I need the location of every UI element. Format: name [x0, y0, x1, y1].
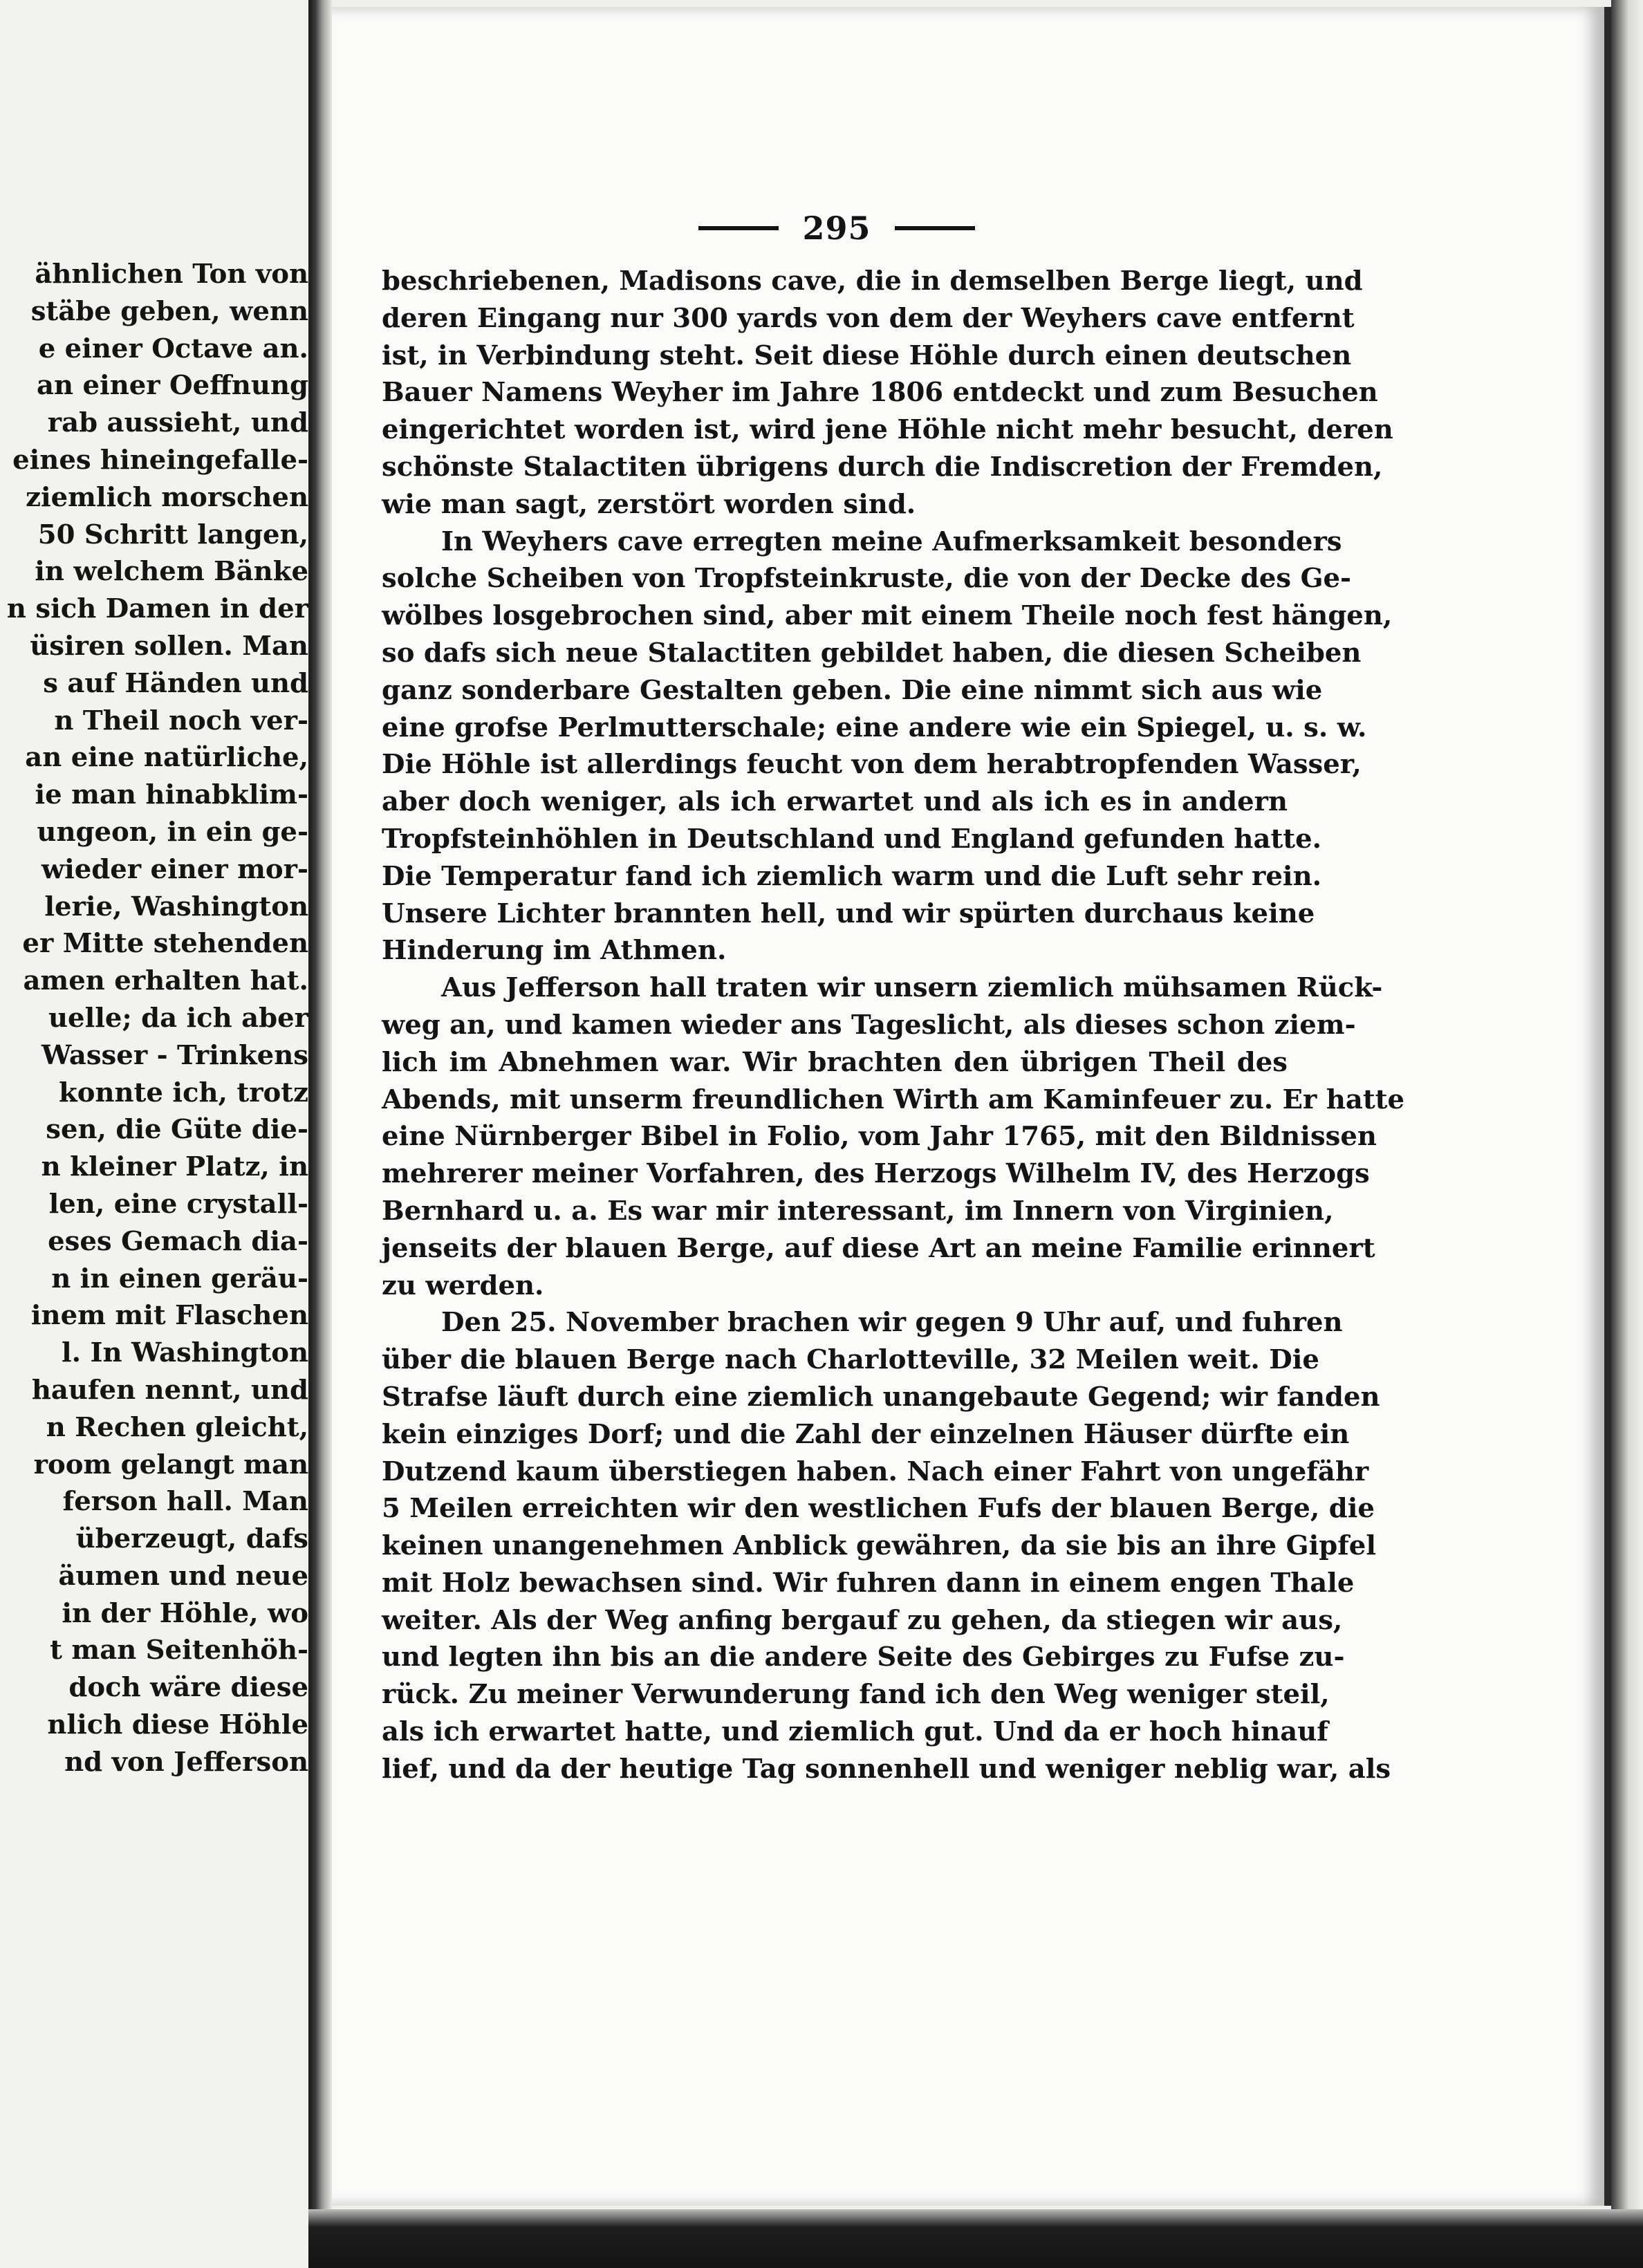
text-line: eine grofse Perlmutterschale; eine andere wie ein Spiegel, u. s. w. — [382, 712, 1367, 743]
text-line: kein einziges Dorf; und die Zahl der einzelnen Häuser dürfte ein — [382, 1418, 1350, 1450]
text-line: Abends, mit unserm freundlichen Wirth am Kaminfeuer zu. Er hatte — [382, 1084, 1405, 1115]
text-line: so dafs sich neue Stalactiten gebildet haben, die diesen Scheiben — [382, 637, 1362, 669]
book-gutter — [308, 0, 332, 2268]
left-text-line: stäbe geben, wenn — [30, 295, 308, 327]
left-text-line: ferson hall. Man — [62, 1486, 308, 1518]
text-line: lich im Abnehmen war. Wir brachten den übrigen Theil des — [382, 1046, 1288, 1078]
text-line: Die Temperatur fand ich ziemlich warm und die Luft sehr rein. — [382, 860, 1322, 892]
text-line: Strafse läuft durch eine ziemlich unangebaute Gegend; wir fanden — [382, 1381, 1380, 1413]
right-page-text — [382, 263, 1405, 1788]
left-text-line: er Mitte stehenden — [22, 928, 308, 960]
left-text-line: in der Höhle, wo — [62, 1597, 308, 1629]
text-line: Aus Jefferson hall traten wir unsern ziemlich mühsamen Rück- — [441, 972, 1383, 1004]
page-number: 295 — [802, 210, 871, 247]
left-text-line: len, eine crystall- — [48, 1188, 308, 1220]
left-text-line: lerie, Washington — [44, 891, 308, 922]
text-line: deren Eingang nur 300 yards von dem der Weyhers cave entfernt — [382, 302, 1355, 334]
text-line: keinen unangenehmen Anblick gewähren, da sie bis an ihre Gipfel — [382, 1530, 1376, 1562]
left-text-line: an eine natürliche, — [25, 742, 308, 774]
text-line: Den 25. November brachen wir gegen 9 Uhr auf, und fuhren — [441, 1307, 1343, 1339]
text-line: Tropfsteinhöhlen in Deutschland und England gefunden hatte. — [382, 823, 1322, 855]
left-text-line: amen erhalten hat. — [23, 965, 308, 997]
left-text-line: ungeon, in ein ge- — [37, 816, 308, 848]
text-line: ist, in Verbindung steht. Seit diese Höhle durch einen deutschen — [382, 340, 1352, 371]
left-text-line: nd von Jefferson — [64, 1746, 308, 1778]
left-text-line: nlich diese Höhle — [47, 1709, 308, 1741]
left-text-line: ähnlichen Ton von — [35, 259, 308, 290]
text-line: solche Scheiben von Tropfsteinkruste, die von der Decke des Ge- — [382, 563, 1352, 595]
left-text-line: 50 Schritt langen, — [37, 519, 308, 550]
left-text-line: room gelangt man — [33, 1449, 308, 1480]
header-rule-right — [895, 226, 975, 230]
text-line: Bernhard u. a. Es war mir interessant, im Innern von Virginien, — [382, 1195, 1334, 1227]
left-text-line: n kleiner Platz, in — [41, 1151, 308, 1183]
text-line: rück. Zu meiner Verwunderung fand ich den Weg weniger steil, — [382, 1679, 1330, 1711]
text-line: und legten ihn bis an die andere Seite des Gebirges zu Fufse zu- — [382, 1642, 1345, 1673]
text-line: zu werden. — [382, 1270, 544, 1301]
text-line: eine Nürnberger Bibel in Folio, vom Jahr 1765, mit den Bildnissen — [382, 1121, 1377, 1153]
page-header — [698, 207, 975, 249]
left-text-line: äumen und neue — [58, 1560, 308, 1592]
left-text-line: rab aussieht, und — [47, 407, 308, 439]
text-line: Bauer Namens Weyher im Jahre 1806 entdeckt und zum Besuchen — [382, 377, 1378, 409]
left-text-line: üsiren sollen. Man — [30, 630, 308, 662]
left-text-line: wieder einer mor- — [41, 853, 308, 885]
left-text-line: eines hineingefalle- — [12, 444, 308, 476]
text-line: Die Höhle ist allerdings feucht von dem herabtropfenden Wasser, — [382, 749, 1362, 781]
left-text-line: l. In Washington — [61, 1337, 308, 1369]
text-line: Hinderung im Athmen. — [382, 935, 727, 967]
left-text-line: konnte ich, trotz — [58, 1077, 308, 1108]
text-line: mit Holz bewachsen sind. Wir fuhren dann in einem engen Thale — [382, 1567, 1355, 1599]
left-text-line: an einer Oeffnung — [37, 370, 308, 402]
text-line: über die blauen Berge nach Charlotteville, 32 Meilen weit. Die — [382, 1344, 1319, 1376]
text-line: schönste Stalactiten übrigens durch die Indiscretion der Fremden, — [382, 451, 1383, 483]
left-text-line: überzeugt, dafs — [75, 1523, 308, 1555]
left-text-line: ziemlich morschen — [26, 481, 308, 513]
text-line: 5 Meilen erreichten wir den westlichen Fufs der blauen Berge, die — [382, 1493, 1375, 1525]
page-bottom-edge — [308, 2209, 1643, 2268]
left-text-line: t man Seitenhöh- — [50, 1635, 308, 1666]
left-text-line: in welchem Bänke — [35, 556, 308, 588]
header-rule-left — [698, 226, 779, 230]
text-line: weiter. Als der Weg anfing bergauf zu gehen, da stiegen wir aus, — [382, 1604, 1343, 1636]
left-text-line: ie man hinabklim- — [35, 779, 308, 811]
left-text-line: haufen nennt, und — [31, 1374, 308, 1406]
left-text-line: eses Gemach dia- — [48, 1225, 308, 1257]
text-line: weg an, und kamen wieder ans Tageslicht, als dieses schon ziem- — [382, 1009, 1356, 1041]
text-line: beschriebenen, Madisons cave, die in demselben Berge liegt, und — [382, 266, 1363, 297]
text-line: ganz sonderbare Gestalten geben. Die eine nimmt sich aus wie — [382, 674, 1323, 706]
text-line: wölbes losgebrochen sind, aber mit einem Theile noch fest hängen, — [382, 600, 1393, 632]
text-line: eingerichtet worden ist, wird jene Höhle nicht mehr besucht, deren — [382, 414, 1393, 446]
text-line: mehrerer meiner Vorfahren, des Herzogs Wilhelm IV, des Herzogs — [382, 1158, 1370, 1190]
text-line: In Weyhers cave erregten meine Aufmerksamkeit besonders — [441, 526, 1342, 557]
text-line: als ich erwartet hatte, und ziemlich gut. Und da er hoch hinauf — [382, 1716, 1328, 1748]
left-text-line: n Theil noch ver- — [54, 705, 308, 736]
left-page-text — [6, 256, 308, 1781]
left-text-line: n sich Damen in der — [6, 593, 308, 625]
text-line: wie man sagt, zerstört worden sind. — [382, 488, 916, 520]
text-line: jenseits der blauen Berge, auf diese Art an meine Familie erinnert — [382, 1232, 1375, 1264]
text-line: aber doch weniger, als ich erwartet und als ich es in andern — [382, 786, 1288, 818]
left-text-line: e einer Octave an. — [38, 333, 308, 364]
left-text-line: s auf Händen und — [43, 667, 308, 699]
left-text-line: inem mit Flaschen — [30, 1300, 308, 1332]
text-line: Dutzend kaum überstiegen haben. Nach einer Fahrt von ungefähr — [382, 1456, 1369, 1487]
page-right-edge — [1611, 0, 1643, 2268]
left-text-line: n in einen geräu- — [51, 1263, 308, 1294]
left-text-line: doch wäre diese — [68, 1672, 308, 1704]
left-text-line: uelle; da ich aber — [48, 1002, 308, 1034]
text-line: Unsere Lichter brannten hell, und wir spürten durchaus keine — [382, 898, 1315, 929]
left-text-line: n Rechen gleicht, — [46, 1411, 308, 1443]
left-page — [0, 0, 308, 2268]
text-line: lief, und da der heutige Tag sonnenhell und weniger neblig war, als — [382, 1753, 1391, 1785]
left-text-line: sen, die Güte die- — [46, 1114, 308, 1146]
left-text-line: Wasser - Trinkens — [41, 1039, 308, 1071]
